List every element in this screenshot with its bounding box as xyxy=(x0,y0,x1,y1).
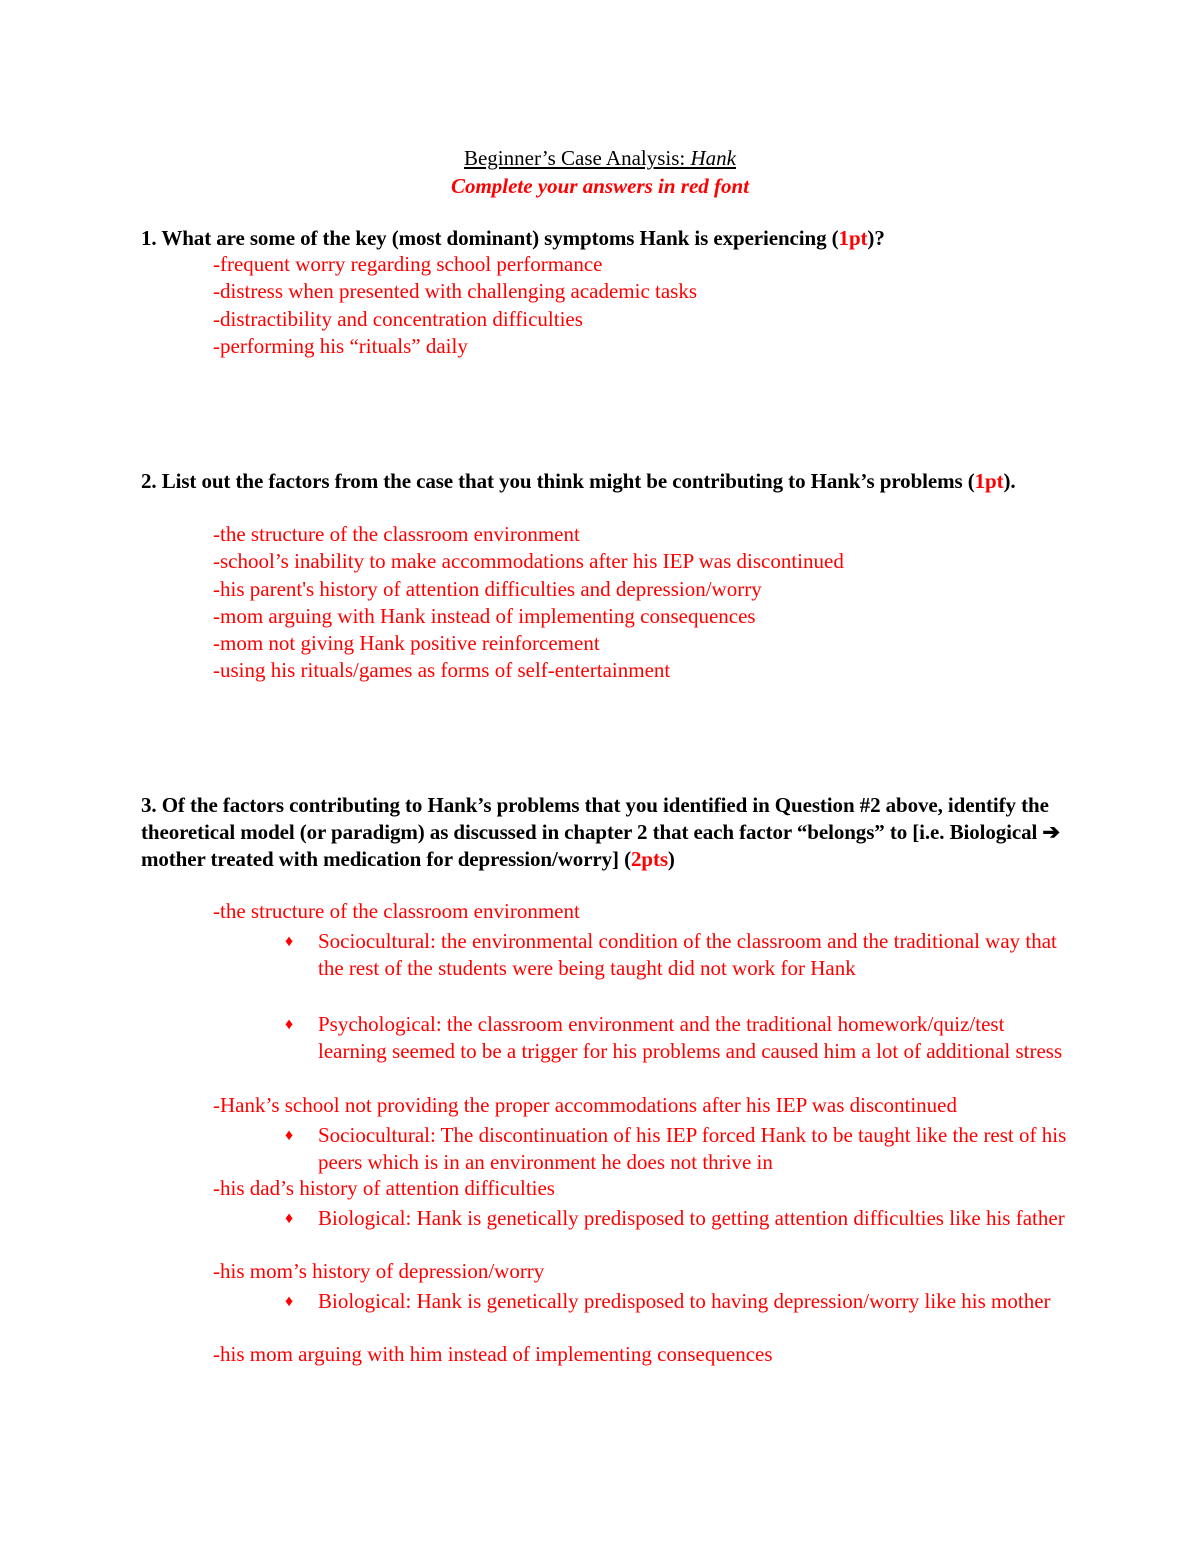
diamond-bullet-icon: ♦ xyxy=(285,1127,294,1144)
question-2-end: ). xyxy=(1003,469,1016,493)
question-3-answers xyxy=(213,899,1073,1379)
question-3 xyxy=(141,792,1071,873)
answer-line: -distress when presented with challenging academic tasks xyxy=(213,279,698,304)
answer-line: -using his rituals/games as forms of self-entertainment xyxy=(213,658,671,683)
question-1 xyxy=(141,225,1071,252)
diamond-bullet-icon: ♦ xyxy=(285,1293,294,1310)
factor-line: -his dad’s history of attention difficulties xyxy=(213,1176,555,1200)
document-title xyxy=(0,146,1200,171)
title-prefix: Beginner’s Case Analysis: xyxy=(463,146,691,170)
explanation-text: Biological: Hank is genetically predisposed to getting attention difficulties like his father xyxy=(318,1206,1065,1230)
diamond-bullet-icon: ♦ xyxy=(285,1016,294,1033)
question-1-points: 1pt xyxy=(838,226,868,250)
diamond-bullet-icon: ♦ xyxy=(285,933,294,950)
arrow-icon: ➔ xyxy=(1042,820,1060,844)
answer-line: -performing his “rituals” daily xyxy=(213,333,468,358)
answer-line: -the structure of the classroom environment xyxy=(213,522,580,546)
question-3-text-cont: mother treated with medication for depression/worry] ( xyxy=(141,847,631,871)
question-1-end: )? xyxy=(867,226,885,250)
explanation-text: Psychological: the classroom environment and the traditional homework/quiz/test learning seemed to be a trigger for his problems and caused him a lot of additional stress xyxy=(318,1012,1063,1064)
question-3-points: 2pts xyxy=(630,847,668,871)
answer-line: -his parent's history of attention difficulties and depression/worry xyxy=(213,576,762,601)
answer-line: -mom arguing with Hank instead of implementing consequences xyxy=(213,603,756,628)
explanation-text: Sociocultural: The discontinuation of his IEP forced Hank to be taught like the rest of his peers which is in an environment he does not thrive in xyxy=(318,1123,1067,1175)
answer-line: -frequent worry regarding school performance xyxy=(213,252,603,276)
question-2-answers xyxy=(213,521,844,685)
answer-line: -distractibility and concentration difficulties xyxy=(213,306,583,331)
title-name: Hank xyxy=(690,146,736,170)
question-2-points: 1pt xyxy=(974,469,1004,493)
document-subtitle: Complete your answers in red font xyxy=(450,174,750,198)
diamond-bullet-icon: ♦ xyxy=(285,1210,294,1227)
question-3-text: 3. Of the factors contributing to Hank’s problems that you identified in Question #2 above, identify the theoretical model (or paradigm) as discussed in chapter 2 that each factor “belongs” to [i.e. Biological xyxy=(141,793,1049,844)
explanation-text: Biological: Hank is genetically predisposed to having depression/worry like his mother xyxy=(318,1289,1051,1313)
factor-line: -the structure of the classroom environment xyxy=(213,899,580,923)
factor-line: -his mom’s history of depression/worry xyxy=(213,1259,545,1283)
question-1-text: 1. What are some of the key (most dominant) symptoms Hank is experiencing ( xyxy=(141,226,839,250)
question-3-end: ) xyxy=(667,847,675,871)
factor-line: -Hank’s school not providing the proper accommodations after his IEP was discontinued xyxy=(213,1093,957,1117)
question-1-answers xyxy=(213,251,697,360)
question-2 xyxy=(141,468,1071,495)
question-2-text: 2. List out the factors from the case that you think might be contributing to Hank’s problems ( xyxy=(141,469,975,493)
answer-line: -mom not giving Hank positive reinforcement xyxy=(213,631,600,656)
explanation-text: Sociocultural: the environmental condition of the classroom and the traditional way that the rest of the students were being taught did not work for Hank xyxy=(318,929,1057,981)
answer-line: -school’s inability to make accommodations after his IEP was discontinued xyxy=(213,549,844,574)
factor-line: -his mom arguing with him instead of implementing consequences xyxy=(213,1342,773,1366)
